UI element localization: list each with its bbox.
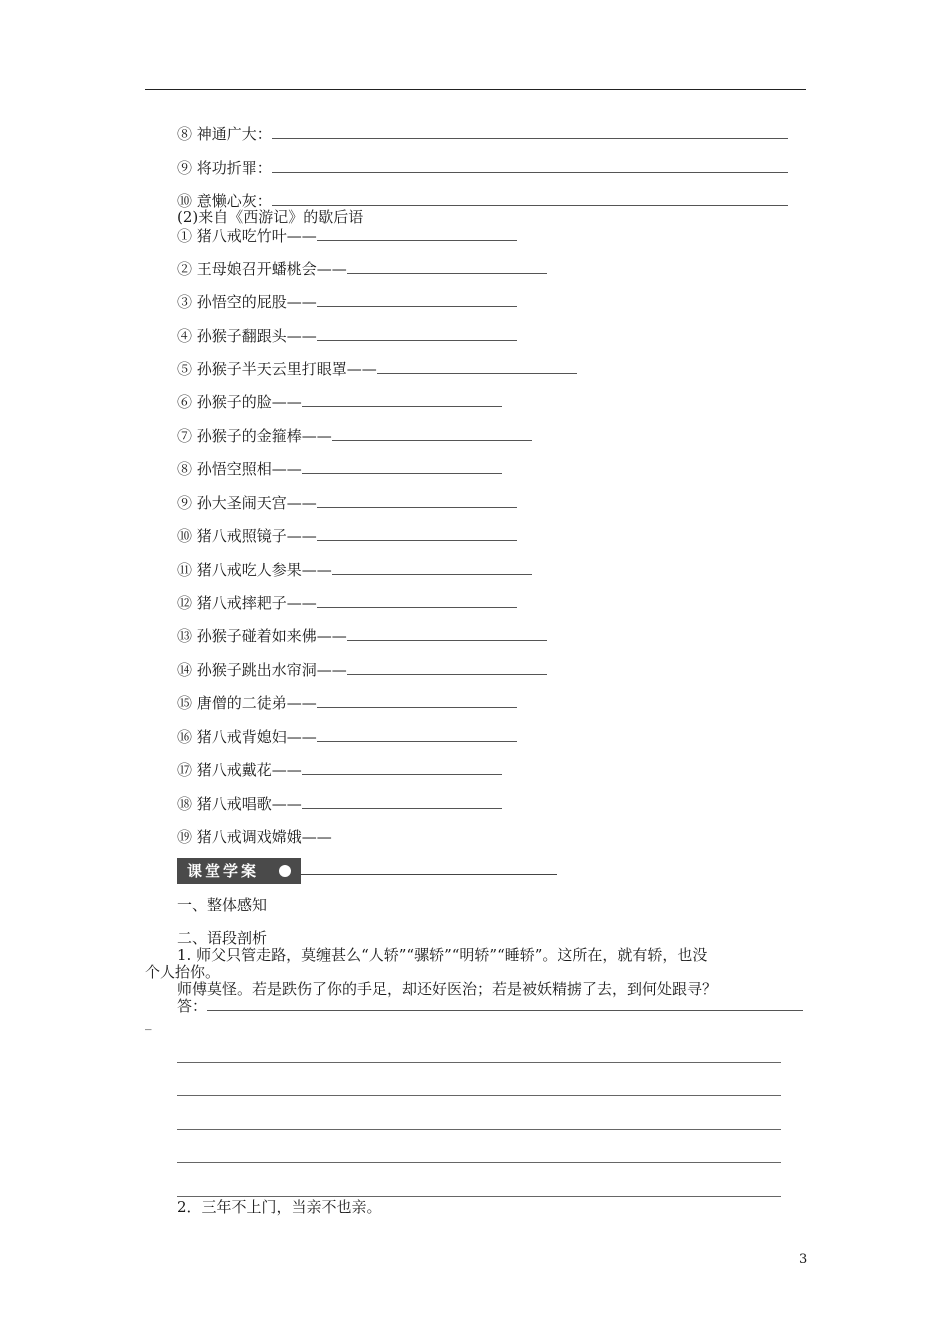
answer-blank[interactable] xyxy=(347,261,547,274)
xiehouyu-item: ④ 孙猴子翻跟头—— xyxy=(177,327,517,345)
xiehouyu-item: ⑤ 孙猴子半天云里打眼罩—— xyxy=(177,360,577,378)
answer-blank[interactable] xyxy=(317,328,517,341)
answer-blank[interactable] xyxy=(207,998,803,1011)
xiehouyu-item: ⑲ 猪八戒调戏嫦娥—— xyxy=(177,828,332,846)
xiehouyu-item: ⑥ 孙猴子的脸—— xyxy=(177,393,502,411)
idiom-item: ⑧ 神通广大： xyxy=(177,125,788,143)
idiom-item: ⑨ 将功折罪： xyxy=(177,159,788,177)
xiehouyu-item: ⑱ 猪八戒唱歌—— xyxy=(177,795,502,813)
answer-row xyxy=(177,997,803,1015)
answer-blank[interactable] xyxy=(332,562,532,575)
answer-blank[interactable] xyxy=(347,628,547,641)
header-rule xyxy=(145,89,806,90)
answer-blank[interactable] xyxy=(302,394,502,407)
answer-blank[interactable] xyxy=(302,461,502,474)
answer-blank[interactable] xyxy=(377,361,577,374)
answer-blank[interactable] xyxy=(317,528,517,541)
answer-blank[interactable] xyxy=(272,193,788,206)
xiehouyu-heading: (2)来自《西游记》的歇后语 xyxy=(177,208,364,226)
xiehouyu-item: ⑫ 猪八戒摔耙子—— xyxy=(177,594,517,612)
answer-continuation: _ xyxy=(145,1016,152,1031)
section-banner-title: 课堂学案 xyxy=(177,858,301,884)
xiehouyu-item: ⑪ 猪八戒吃人参果—— xyxy=(177,561,532,579)
section-rule xyxy=(301,874,557,875)
question-text: 1. 师父只管走路，莫缠甚么“人轿”“骡轿”“明轿”“睡轿”。这所在，就有轿，也没 xyxy=(177,946,708,964)
answer-blank[interactable] xyxy=(317,595,517,608)
xiehouyu-item: ⑬ 孙猴子碰着如来佛—— xyxy=(177,627,547,645)
answer-line[interactable] xyxy=(177,1196,781,1197)
answer-blank[interactable] xyxy=(347,662,547,675)
xiehouyu-item: ⑨ 孙大圣闹天宫—— xyxy=(177,494,517,512)
xiehouyu-item: ⑮ 唐僧的二徒弟—— xyxy=(177,694,517,712)
question-text: 2．三年不上门，当亲不也亲。 xyxy=(177,1198,382,1216)
xiehouyu-item: ② 王母娘召开蟠桃会—— xyxy=(177,260,547,278)
xiehouyu-item: ① 猪八戒吃竹叶—— xyxy=(177,227,517,245)
answer-blank[interactable] xyxy=(317,729,517,742)
answer-blank[interactable] xyxy=(317,228,517,241)
bullet-icon xyxy=(279,865,291,877)
part-heading: 一、整体感知 xyxy=(177,896,268,914)
answer-blank[interactable] xyxy=(302,796,502,809)
xiehouyu-item: ⑭ 孙猴子跳出水帘洞—— xyxy=(177,661,547,679)
xiehouyu-item: ⑩ 猪八戒照镜子—— xyxy=(177,527,517,545)
answer-blank[interactable] xyxy=(317,695,517,708)
question-text: 师傅莫怪。若是跌伤了你的手足，却还好医治；若是被妖精掳了去，到何处跟寻？ xyxy=(177,980,718,998)
xiehouyu-item: ⑯ 猪八戒背媳妇—— xyxy=(177,728,517,746)
page-number: 3 xyxy=(799,1252,808,1267)
xiehouyu-item: ③ 孙悟空的屁股—— xyxy=(177,293,517,311)
answer-blank[interactable] xyxy=(302,762,502,775)
question-text: 个人抬你。 xyxy=(145,963,221,981)
answer-blank[interactable] xyxy=(317,495,517,508)
answer-line[interactable] xyxy=(177,1129,781,1130)
answer-line[interactable] xyxy=(177,1062,781,1063)
part-heading: 二、语段剖析 xyxy=(177,929,268,947)
xiehouyu-item: ⑦ 孙猴子的金箍棒—— xyxy=(177,427,532,445)
answer-label: 答： xyxy=(177,997,208,1015)
answer-blank[interactable] xyxy=(272,126,788,139)
answer-line[interactable] xyxy=(177,1162,781,1163)
answer-line[interactable] xyxy=(177,1095,781,1096)
idiom-item: ⑩ 意懒心灰： xyxy=(177,192,788,210)
xiehouyu-item: ⑰ 猪八戒戴花—— xyxy=(177,761,502,779)
answer-blank[interactable] xyxy=(332,428,532,441)
answer-blank[interactable] xyxy=(317,294,517,307)
answer-blank[interactable] xyxy=(272,160,788,173)
xiehouyu-item: ⑧ 孙悟空照相—— xyxy=(177,460,502,478)
